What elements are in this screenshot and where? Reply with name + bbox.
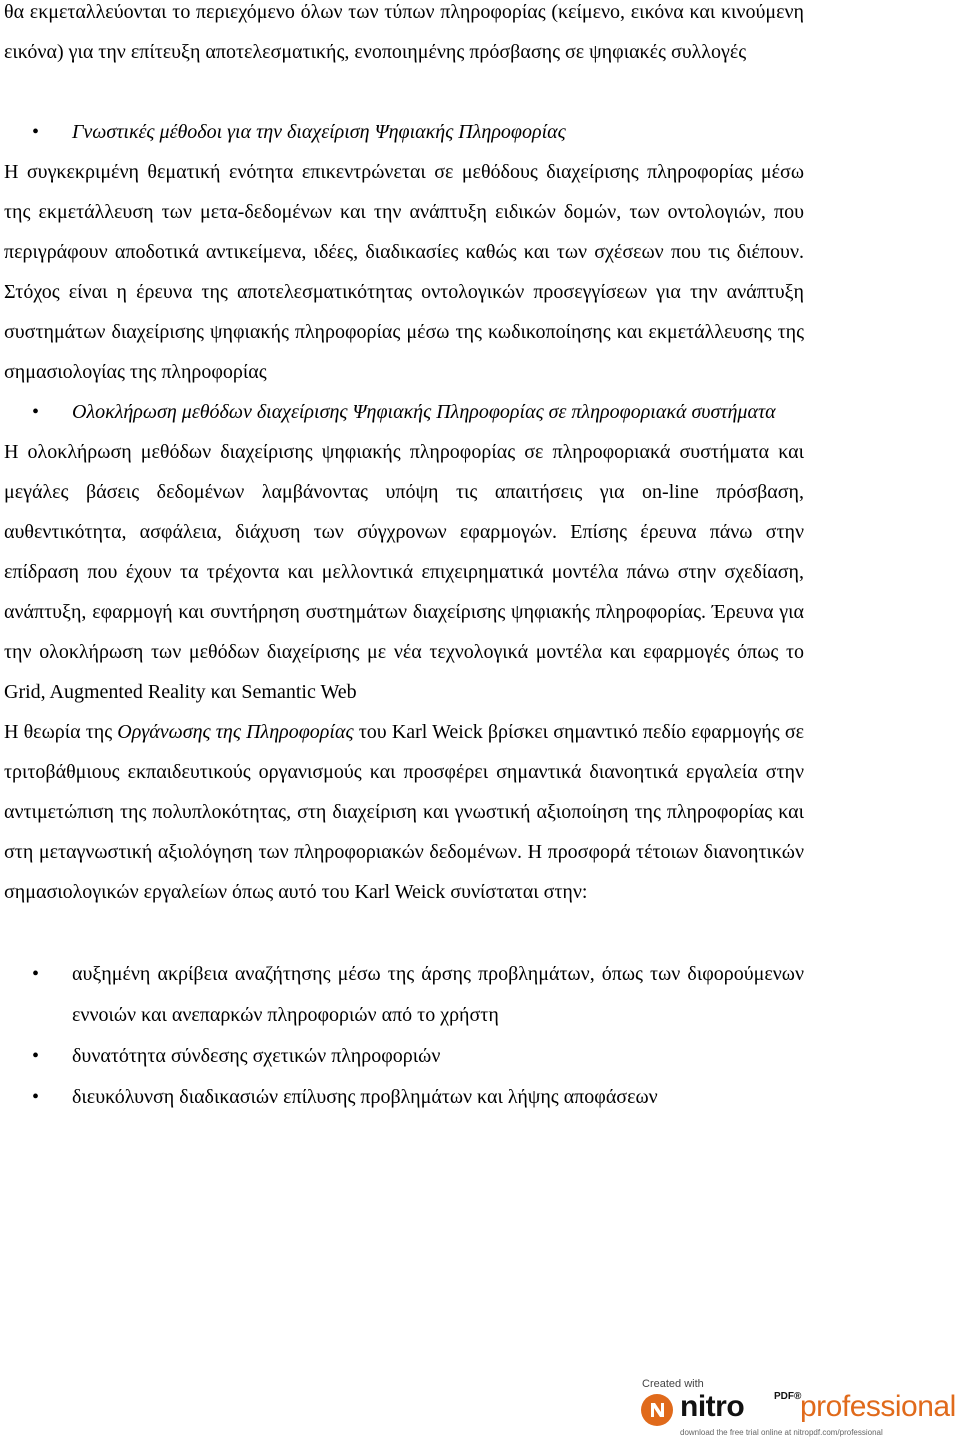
paragraph-text: Η θεωρία της xyxy=(4,721,118,743)
document-page xyxy=(4,0,804,1118)
watermark-created-label: Created with xyxy=(642,1378,704,1390)
bullet-icon: • xyxy=(32,963,40,985)
paragraph: Η συγκεκριμένη θεματική ενότητα επικεντρώνεται σε μεθόδους διαχείρισης πληροφορίας μέσω της εκμετάλλευση των μετα-δεδομένων και την ανάπτυξη ειδικών δομών, των οντολογιών, που περιγράφουν αποδοτικά αντικείμενα, ιδέες, διαδικασίες καθώς και των σχέσεων που τις διέπουν. Στόχος είναι η έρευνα της αποτελεσματικότητας οντολογικών προσεγγίσεων για την ανάπτυξη συστημάτων διαχείρισης ψηφιακής πληροφορίας μέσω της κωδικοποίησης και εκμετάλλευσης της σημασιολογίας της πληροφορίας xyxy=(4,161,804,383)
watermark-nitro: nitro xyxy=(680,1390,745,1423)
section-heading: Ολοκλήρωση μεθόδων διαχείρισης Ψηφιακής Πληροφορίας σε πληροφοριακά συστήματα xyxy=(72,401,776,423)
bullet-icon: • xyxy=(32,401,40,423)
bullet-icon: • xyxy=(32,1045,40,1067)
section-heading-bullet xyxy=(4,112,804,152)
paragraph-text: του Karl Weick βρίσκει σημαντικό πεδίο εφαρμογής σε τριτοβάθμιους εκπαιδευτικούς οργανισμούς και προσφέρει σημαντικά διανοητικά εργαλεία στην αντιμετώπιση της πολυπλοκότητας, στη διαχείριση και γνωστική αξιοποίηση της πληροφορίας και στη μεταγνωστική αξιολόγηση των πληροφοριακών δεδομένων. Η προσφορά τέτοιων διανοητικών σημασιολογικών εργαλείων όπως αυτό του Karl Weick συνίσταται στην: xyxy=(4,721,804,903)
list-item-text: δυνατότητα σύνδεσης σχετικών πληροφοριών xyxy=(72,1045,441,1067)
list-item xyxy=(4,1036,804,1077)
section-heading: Γνωστικές μέθοδοι για την διαχείριση Ψηφιακής Πληροφορίας xyxy=(72,121,566,143)
list-item xyxy=(4,954,804,1036)
list-item-text: διευκόλυνση διαδικασιών επίλυσης προβλημάτων και λήψης αποφάσεων xyxy=(72,1086,658,1108)
watermark-professional: professional xyxy=(800,1390,956,1423)
list-item-text: αυξημένη ακρίβεια αναζήτησης μέσω της άρσης προβλημάτων, όπως των διφορούμενων εννοιών και ανεπαρκών πληροφοριών από το χρήστη xyxy=(72,963,804,1026)
nitro-watermark xyxy=(640,1376,956,1438)
section-heading-bullet xyxy=(4,392,804,432)
bullet-icon: • xyxy=(32,121,40,143)
italic-term: Οργάνωσης της Πληροφορίας xyxy=(117,721,354,743)
watermark-pdf: PDF® xyxy=(774,1391,802,1402)
paragraph: θα εκμεταλλεύονται το περιεχόμενο όλων των τύπων πληροφορίας (κείμενο, εικόνα και κινούμενη εικόνα) για την επίτευξη αποτελεσματικής, ενοποιημένης πρόσβασης σε ψηφιακές συλλογές xyxy=(4,1,804,63)
list-item xyxy=(4,1077,804,1118)
bullet-icon: • xyxy=(32,1086,40,1108)
paragraph xyxy=(4,712,804,912)
watermark-url: download the free trial online at nitropdf.com/professional xyxy=(680,1428,883,1437)
nitro-logo-icon xyxy=(640,1393,674,1427)
paragraph: Η ολοκλήρωση μεθόδων διαχείρισης ψηφιακής πληροφορίας σε πληροφοριακά συστήματα και μεγάλες βάσεις δεδομένων λαμβάνοντας υπόψη τις απαιτήσεις για on-line πρόσβαση, αυθεντικότητα, ασφάλεια, διάχυση των σύγχρονων εφαρμογών. Επίσης έρευνα πάνω στην επίδραση που έχουν τα τρέχοντα και μελλοντικά επιχειρηματικά μοντέλα πάνω στην σχεδίαση, ανάπτυξη, εφαρμογή και συντήρηση συστημάτων διαχείρισης ψηφιακής πληροφορίας. Έρευνα για την ολοκλήρωση των μεθόδων διαχείρισης με νέα τεχνολογικά μοντέλα και εφαρμογές όπως το Grid, Augmented Reality και Semantic Web xyxy=(4,441,804,703)
